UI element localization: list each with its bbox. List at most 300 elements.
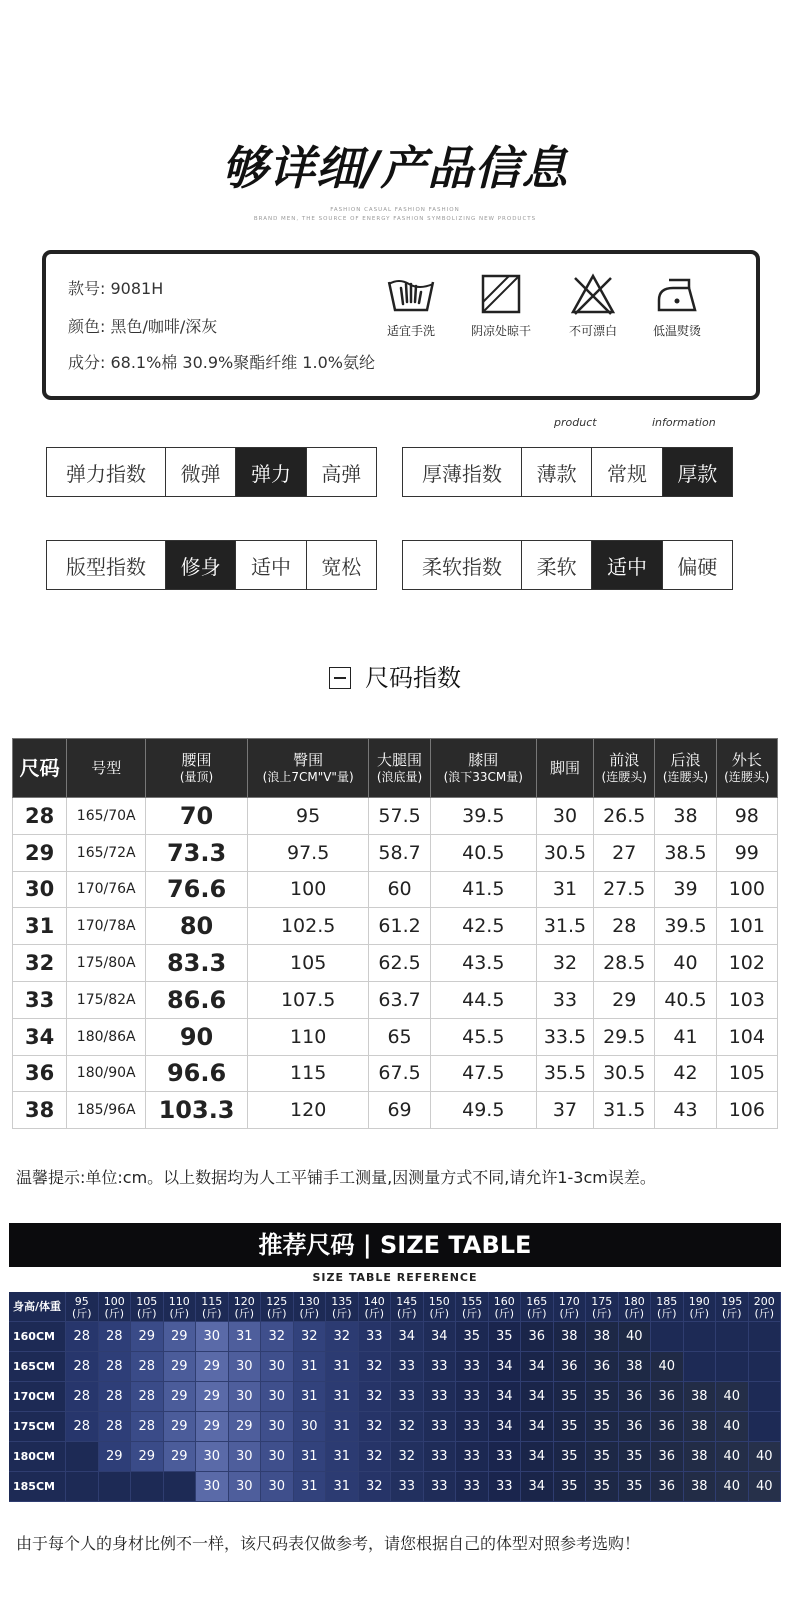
size-cell: 33 (424, 1472, 457, 1502)
weight-unit: (斤) (689, 1307, 710, 1321)
table-row (13, 1092, 778, 1129)
table-cell: 34 (13, 1018, 67, 1055)
weight-unit: (斤) (591, 1307, 612, 1321)
table-cell: 61.2 (369, 908, 430, 945)
size-cell: 28 (99, 1382, 132, 1412)
size-cell: 29 (196, 1352, 229, 1382)
weight-column-header (131, 1292, 164, 1322)
table-cell: 97.5 (247, 834, 369, 871)
index-label: 版型指数 (65, 554, 146, 579)
size-cell: 40 (716, 1472, 749, 1502)
table-cell: 95 (247, 798, 369, 835)
size-cell: 30 (229, 1352, 262, 1382)
size-cell: 32 (326, 1322, 359, 1352)
product-tag: product (554, 416, 597, 429)
table-cell: 175/82A (67, 981, 146, 1018)
size-cell (684, 1322, 717, 1352)
size-cell: 33 (456, 1472, 489, 1502)
size-cell: 32 (359, 1442, 392, 1472)
table-cell: 33.5 (536, 1018, 593, 1055)
table-cell: 39.5 (430, 798, 536, 835)
size-cell: 33 (424, 1442, 457, 1472)
grid-corner-label: 身高/体重 (9, 1292, 66, 1322)
size-recommendation-banner: 推荐尺码 | SIZE TABLE (9, 1223, 781, 1267)
size-cell: 30 (261, 1472, 294, 1502)
column-header-label: 外长 (731, 751, 762, 770)
table-cell: 73.3 (146, 834, 248, 871)
weight-value: 200 (753, 1295, 775, 1308)
table-cell: 32 (536, 945, 593, 982)
weight-column-header (66, 1292, 99, 1322)
product-info-box (42, 250, 760, 400)
table-cell: 90 (146, 1018, 248, 1055)
index-option: 薄款 (521, 448, 591, 496)
shade-dry-icon (475, 272, 527, 316)
size-cell: 30 (261, 1352, 294, 1382)
care-no-bleach (548, 272, 638, 339)
care-label: 适宜手洗 (386, 324, 435, 338)
weight-value: 145 (396, 1295, 418, 1308)
size-cell: 30 (261, 1442, 294, 1472)
weight-unit: (斤) (331, 1307, 352, 1321)
size-cell: 38 (619, 1352, 652, 1382)
table-cell: 31 (13, 908, 67, 945)
weight-column-header (489, 1292, 522, 1322)
index-label: 弹力指数 (65, 461, 146, 486)
table-cell: 38 (13, 1092, 67, 1129)
column-header-label: 后浪 (670, 751, 701, 770)
softness-index (402, 540, 733, 590)
column-header-label: 腰围 (181, 751, 212, 770)
table-cell: 38.5 (655, 834, 716, 871)
no-bleach-icon (567, 272, 619, 316)
height-row-label: 185CM (9, 1472, 66, 1502)
table-row (13, 1055, 778, 1092)
weight-value: 165 (526, 1295, 548, 1308)
weight-unit: (斤) (234, 1307, 255, 1321)
weight-unit: (斤) (526, 1307, 547, 1321)
table-cell: 102 (716, 945, 777, 982)
size-cell: 35 (554, 1472, 587, 1502)
index-option: 高弹 (306, 448, 376, 496)
size-cell: 28 (99, 1322, 132, 1352)
size-cell: 34 (521, 1412, 554, 1442)
size-cell: 35 (554, 1442, 587, 1472)
size-cell: 31 (294, 1472, 327, 1502)
weight-column-header (424, 1292, 457, 1322)
weight-column-header (456, 1292, 489, 1322)
table-cell: 175/80A (67, 945, 146, 982)
size-cell: 38 (684, 1472, 717, 1502)
table-cell: 104 (716, 1018, 777, 1055)
table-cell: 67.5 (369, 1055, 430, 1092)
size-cell: 31 (326, 1442, 359, 1472)
size-cell: 30 (229, 1472, 262, 1502)
weight-column-header (326, 1292, 359, 1322)
size-cell: 34 (489, 1382, 522, 1412)
weight-value: 135 (331, 1295, 353, 1308)
table-cell: 37 (536, 1092, 593, 1129)
size-cell: 30 (294, 1412, 327, 1442)
size-cell: 32 (294, 1322, 327, 1352)
page-title: 够详细/产品信息 (221, 141, 569, 195)
size-cell: 30 (229, 1442, 262, 1472)
size-cell: 38 (684, 1382, 717, 1412)
weight-unit: (斤) (559, 1307, 580, 1321)
size-cell: 28 (99, 1352, 132, 1382)
table-cell: 86.6 (146, 981, 248, 1018)
table-cell: 42.5 (430, 908, 536, 945)
table-cell: 101 (716, 908, 777, 945)
size-cell: 33 (489, 1442, 522, 1472)
size-cell: 33 (424, 1412, 457, 1442)
weight-value: 150 (428, 1295, 450, 1308)
size-cell (716, 1322, 749, 1352)
height-row-label: 180CM (9, 1442, 66, 1472)
size-cell: 40 (619, 1322, 652, 1352)
size-table-column-header (13, 739, 67, 798)
index-label: 厚薄指数 (421, 461, 502, 486)
height-row-label: 160CM (9, 1322, 66, 1352)
size-cell: 28 (131, 1352, 164, 1382)
size-cell: 35 (619, 1442, 652, 1472)
size-cell: 29 (164, 1322, 197, 1352)
size-cell: 33 (424, 1352, 457, 1382)
size-recommendation-subtitle: SIZE TABLE REFERENCE (312, 1271, 478, 1284)
weight-column-header (229, 1292, 262, 1322)
table-row (13, 834, 778, 871)
size-cell: 29 (164, 1382, 197, 1412)
care-label: 不可漂白 (568, 324, 617, 338)
size-cell: 28 (66, 1412, 99, 1442)
table-cell: 106 (716, 1092, 777, 1129)
size-cell: 29 (131, 1322, 164, 1352)
weight-unit: (斤) (754, 1307, 775, 1321)
size-cell: 31 (326, 1472, 359, 1502)
size-table-header (13, 739, 778, 798)
size-cell (651, 1322, 684, 1352)
table-cell: 115 (247, 1055, 369, 1092)
index-option: 宽松 (306, 541, 376, 589)
table-cell: 70 (146, 798, 248, 835)
table-cell: 39.5 (655, 908, 716, 945)
table-cell: 28.5 (594, 945, 655, 982)
size-cell: 34 (521, 1382, 554, 1412)
weight-column-header (619, 1292, 652, 1322)
size-cell: 40 (716, 1412, 749, 1442)
size-cell: 31 (326, 1382, 359, 1412)
size-cell: 34 (521, 1442, 554, 1472)
index-option: 常规 (591, 448, 661, 496)
size-cell: 33 (489, 1472, 522, 1502)
index-option: 微弹 (165, 448, 235, 496)
table-cell: 80 (146, 908, 248, 945)
thickness-index (402, 447, 733, 497)
table-cell: 105 (247, 945, 369, 982)
size-cell: 35 (586, 1472, 619, 1502)
table-cell: 45.5 (430, 1018, 536, 1055)
table-cell: 41.5 (430, 871, 536, 908)
table-cell: 110 (247, 1018, 369, 1055)
table-row (13, 981, 778, 1018)
size-cell: 40 (749, 1472, 782, 1502)
size-cell: 33 (359, 1322, 392, 1352)
size-cell: 40 (651, 1352, 684, 1382)
size-cell: 29 (164, 1412, 197, 1442)
weight-value: 120 (233, 1295, 255, 1308)
size-cell: 32 (359, 1382, 392, 1412)
table-cell: 165/72A (67, 834, 146, 871)
size-cell: 32 (359, 1412, 392, 1442)
size-cell: 33 (456, 1442, 489, 1472)
table-row (13, 945, 778, 982)
size-cell: 31 (294, 1382, 327, 1412)
size-cell: 35 (554, 1382, 587, 1412)
weight-column-header (684, 1292, 717, 1322)
size-cell: 31 (294, 1442, 327, 1472)
weight-unit: (斤) (624, 1307, 645, 1321)
height-weight-size-grid (9, 1292, 781, 1502)
table-cell: 170/76A (67, 871, 146, 908)
table-cell: 105 (716, 1055, 777, 1092)
size-cell: 28 (131, 1382, 164, 1412)
weight-unit: (斤) (364, 1307, 385, 1321)
care-hand-wash (366, 272, 456, 339)
size-section-title: 尺码指数 (365, 664, 461, 692)
table-cell: 30.5 (536, 834, 593, 871)
table-cell: 35.5 (536, 1055, 593, 1092)
table-cell: 100 (716, 871, 777, 908)
size-measurement-table (12, 738, 778, 1129)
size-cell: 36 (586, 1352, 619, 1382)
reference-note: 由于每个人的身材比例不一样，该尺码表仅做参考，请您根据自己的体型对照参考选购！ (16, 1534, 641, 1553)
size-cell: 28 (66, 1352, 99, 1382)
size-cell: 40 (716, 1442, 749, 1472)
size-cell (749, 1382, 782, 1412)
size-cell: 36 (651, 1382, 684, 1412)
size-section-heading (0, 658, 790, 693)
table-cell: 40.5 (655, 981, 716, 1018)
low-iron-icon (651, 272, 703, 316)
size-table-column-header (655, 739, 716, 798)
size-cell: 28 (131, 1412, 164, 1442)
size-cell: 34 (391, 1322, 424, 1352)
size-cell: 35 (554, 1412, 587, 1442)
table-cell: 107.5 (247, 981, 369, 1018)
measurement-note: 温馨提示:单位:cm。以上数据均为人工平铺手工测量,因测量方式不同,请允许1-3cm误差。 (16, 1168, 656, 1187)
weight-unit: (斤) (396, 1307, 417, 1321)
table-cell: 63.7 (369, 981, 430, 1018)
table-cell: 36 (13, 1055, 67, 1092)
weight-value: 170 (558, 1295, 580, 1308)
column-header-label: 尺码 (19, 755, 60, 780)
size-cell: 30 (261, 1382, 294, 1412)
size-cell: 30 (229, 1382, 262, 1412)
size-cell: 34 (489, 1412, 522, 1442)
table-cell: 26.5 (594, 798, 655, 835)
table-cell: 33 (13, 981, 67, 1018)
weight-value: 100 (103, 1295, 125, 1308)
size-cell: 31 (326, 1412, 359, 1442)
collapse-icon (329, 667, 351, 689)
size-cell: 35 (489, 1322, 522, 1352)
size-table-column-header (594, 739, 655, 798)
size-cell (684, 1352, 717, 1382)
table-cell: 31.5 (536, 908, 593, 945)
table-cell: 100 (247, 871, 369, 908)
size-cell: 34 (521, 1472, 554, 1502)
weight-unit: (斤) (71, 1307, 92, 1321)
size-cell: 33 (456, 1412, 489, 1442)
column-header-label: 大腿围 (377, 751, 423, 770)
size-cell: 31 (294, 1352, 327, 1382)
size-cell: 29 (196, 1382, 229, 1412)
table-cell: 57.5 (369, 798, 430, 835)
size-table-column-header (146, 739, 248, 798)
size-cell: 30 (196, 1322, 229, 1352)
table-cell: 30 (536, 798, 593, 835)
table-cell: 31.5 (594, 1092, 655, 1129)
weight-column-header (391, 1292, 424, 1322)
column-header-label: 号型 (91, 758, 122, 777)
table-cell: 27 (594, 834, 655, 871)
size-cell: 36 (521, 1322, 554, 1352)
table-cell: 27.5 (594, 871, 655, 908)
column-header-note: (量顶) (179, 769, 214, 784)
table-cell: 99 (716, 834, 777, 871)
table-cell: 32 (13, 945, 67, 982)
weight-value: 105 (136, 1295, 158, 1308)
table-cell: 29 (13, 834, 67, 871)
index-option-selected: 弹力 (235, 448, 305, 496)
table-cell: 102.5 (247, 908, 369, 945)
size-cell: 29 (196, 1412, 229, 1442)
weight-unit: (斤) (656, 1307, 677, 1321)
weight-value: 155 (461, 1295, 483, 1308)
size-cell (66, 1472, 99, 1502)
table-cell: 39 (655, 871, 716, 908)
size-cell: 33 (391, 1352, 424, 1382)
size-cell: 29 (229, 1412, 262, 1442)
size-cell: 34 (489, 1352, 522, 1382)
table-cell: 28 (594, 908, 655, 945)
index-option: 偏硬 (662, 541, 732, 589)
size-cell: 33 (391, 1382, 424, 1412)
size-cell: 29 (164, 1442, 197, 1472)
style-number: 款号: 9081H (68, 279, 164, 298)
table-cell: 58.7 (369, 834, 430, 871)
weight-unit: (斤) (721, 1307, 742, 1321)
table-cell: 44.5 (430, 981, 536, 1018)
weight-column-header (99, 1292, 132, 1322)
size-table-column-header (430, 739, 536, 798)
size-cell (164, 1472, 197, 1502)
size-cell: 40 (716, 1382, 749, 1412)
table-cell: 38 (655, 798, 716, 835)
size-table-column-header (716, 739, 777, 798)
table-cell: 31 (536, 871, 593, 908)
size-cell: 35 (619, 1472, 652, 1502)
table-cell: 120 (247, 1092, 369, 1129)
weight-value: 125 (266, 1295, 288, 1308)
column-header-note: (连腰头) (601, 769, 647, 784)
size-cell: 36 (554, 1352, 587, 1382)
weight-value: 110 (168, 1295, 190, 1308)
column-header-note: (连腰头) (662, 769, 709, 784)
column-header-note: (浪底量) (376, 769, 423, 784)
weight-value: 160 (493, 1295, 515, 1308)
table-cell: 165/70A (67, 798, 146, 835)
column-header-note: (浪上7CM"V"量) (262, 769, 354, 784)
table-cell: 62.5 (369, 945, 430, 982)
table-cell: 33 (536, 981, 593, 1018)
size-cell: 36 (651, 1442, 684, 1472)
size-cell (749, 1322, 782, 1352)
table-cell: 30 (13, 871, 67, 908)
size-cell: 31 (229, 1322, 262, 1352)
weight-column-header (359, 1292, 392, 1322)
size-cell: 35 (586, 1412, 619, 1442)
weight-value: 140 (363, 1295, 385, 1308)
index-label: 柔软指数 (421, 554, 502, 579)
size-cell: 28 (66, 1322, 99, 1352)
weight-column-header (554, 1292, 587, 1322)
weight-unit: (斤) (266, 1307, 287, 1321)
table-cell: 43 (655, 1092, 716, 1129)
height-row-label: 165CM (9, 1352, 66, 1382)
size-cell: 40 (749, 1442, 782, 1472)
table-cell: 29 (594, 981, 655, 1018)
column-header-label: 前浪 (609, 751, 640, 770)
weight-value: 175 (591, 1295, 613, 1308)
weight-unit: (斤) (429, 1307, 450, 1321)
weight-column-header (586, 1292, 619, 1322)
table-cell: 42 (655, 1055, 716, 1092)
weight-value: 185 (656, 1295, 678, 1308)
table-cell: 76.6 (146, 871, 248, 908)
table-cell: 30.5 (594, 1055, 655, 1092)
size-cell: 35 (456, 1322, 489, 1352)
care-label: 低温熨烫 (652, 324, 701, 338)
size-cell: 28 (99, 1412, 132, 1442)
size-cell: 33 (456, 1352, 489, 1382)
color-options: 颜色: 黑色/咖啡/深灰 (68, 317, 218, 336)
weight-value: 180 (623, 1295, 645, 1308)
weight-unit: (斤) (494, 1307, 515, 1321)
weight-value: 190 (688, 1295, 710, 1308)
index-option-selected: 修身 (165, 541, 235, 589)
size-cell: 32 (359, 1352, 392, 1382)
size-cell: 29 (131, 1442, 164, 1472)
care-label: 阴凉处晾干 (470, 324, 531, 338)
fit-index (46, 540, 377, 590)
size-cell: 29 (99, 1442, 132, 1472)
table-row (13, 798, 778, 835)
table-cell: 83.3 (146, 945, 248, 982)
index-option-selected: 厚款 (662, 448, 732, 496)
table-row (13, 908, 778, 945)
size-table-column-header (67, 739, 146, 798)
table-cell: 170/78A (67, 908, 146, 945)
table-cell: 65 (369, 1018, 430, 1055)
weight-value: 195 (721, 1295, 743, 1308)
table-cell: 40.5 (430, 834, 536, 871)
hand-wash-icon (385, 272, 437, 316)
weight-value: 95 (74, 1295, 89, 1308)
size-cell: 30 (196, 1472, 229, 1502)
size-cell: 33 (424, 1382, 457, 1412)
weight-column-header (261, 1292, 294, 1322)
